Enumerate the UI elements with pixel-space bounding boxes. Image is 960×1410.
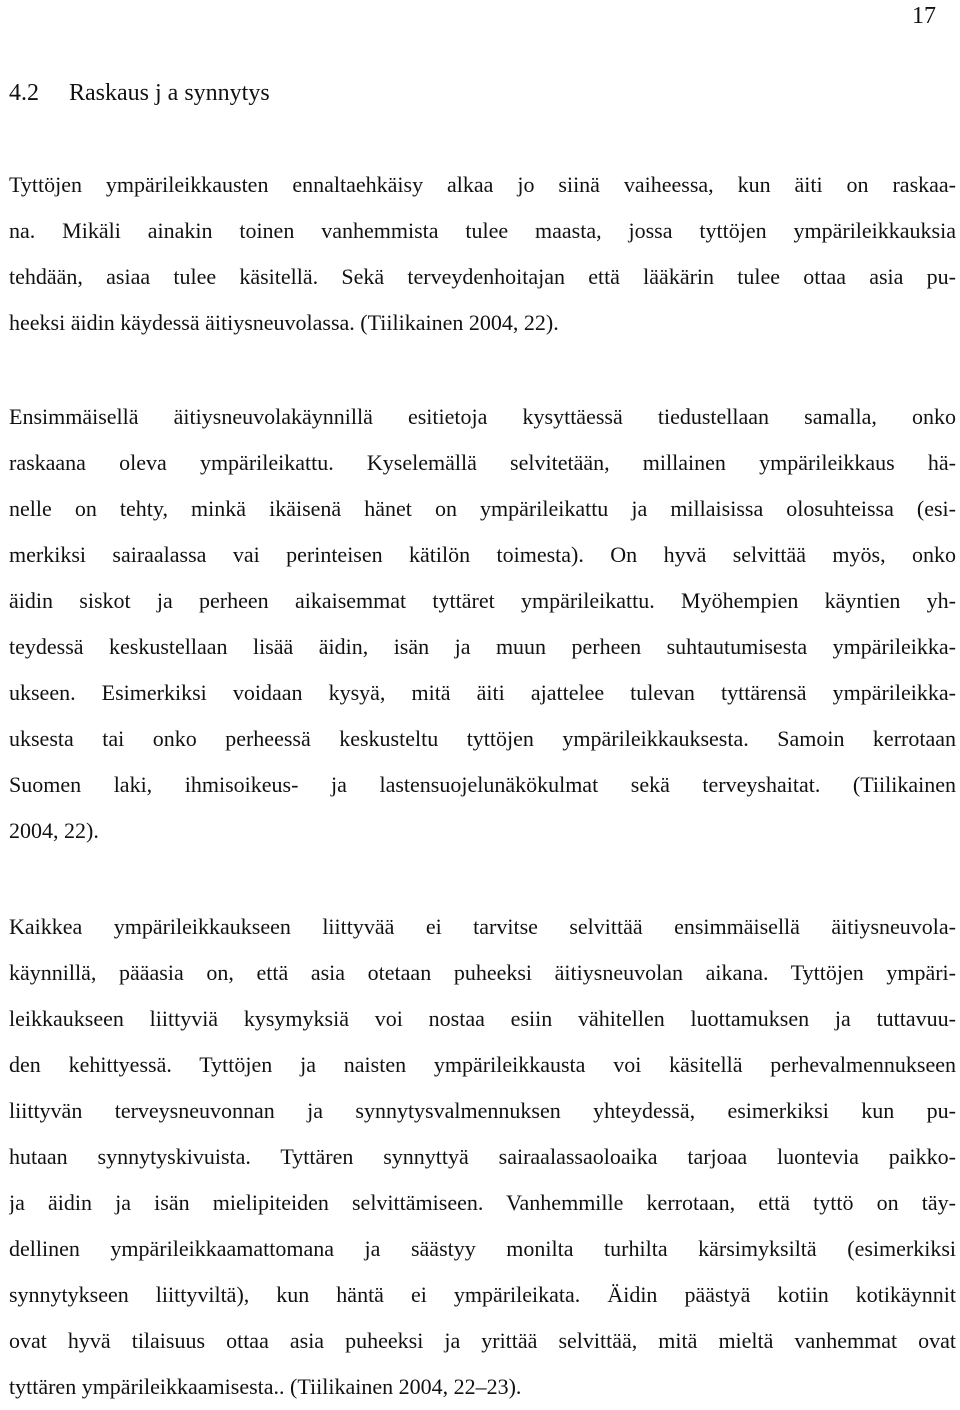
paragraph-1 xyxy=(9,162,956,346)
paragraph-line: na. Mikäli ainakin toinen vanhemmista tulee maasta, jossa tyttöjen ympärileikkauksia xyxy=(9,218,956,243)
paragraph-2 xyxy=(9,394,956,854)
page-number: 17 xyxy=(912,3,936,29)
paragraph-line: Kaikkea ympärileikkaukseen liittyvää ei tarvitse selvittää ensimmäisellä äitiysneuvola- xyxy=(9,914,956,939)
section-title: Raskaus j a synnytys xyxy=(69,80,270,106)
paragraph-line: heeksi äidin käydessä äitiysneuvolassa. (Tiilikainen 2004, 22). xyxy=(9,310,559,335)
paragraph-line: tyttären ympärileikkaamisesta.. (Tiilikainen 2004, 22–23). xyxy=(9,1374,522,1399)
paragraph-3 xyxy=(9,904,956,1410)
paragraph-line: ja äidin ja isän mielipiteiden selvittämiseen. Vanhemmille kerrotaan, että tyttö on täy- xyxy=(9,1190,956,1215)
paragraph-line: leikkaukseen liittyviä kysymyksiä voi nostaa esiin vähitellen luottamuksen ja tuttavuu- xyxy=(9,1006,956,1031)
paragraph-line: uksesta tai onko perheessä keskusteltu tyttöjen ympärileikkauksesta. Samoin kerrotaan xyxy=(9,726,956,751)
paragraph-line: nelle on tehty, minkä ikäisenä hänet on ympärileikattu ja millaisissa olosuhteissa (esi- xyxy=(9,496,956,521)
paragraph-line: synnytykseen liittyviltä), kun häntä ei ympärileikata. Äidin päästyä kotiin kotikäynnit xyxy=(9,1282,956,1307)
paragraph-line: raskaana oleva ympärileikattu. Kyselemällä selvitetään, millainen ympärileikkaus hä- xyxy=(9,450,956,475)
paragraph-line: den kehittyessä. Tyttöjen ja naisten ympärileikkausta voi käsitellä perhevalmennukseen xyxy=(9,1052,956,1077)
paragraph-line: teydessä keskustellaan lisää äidin, isän ja muun perheen suhtautumisesta ympärileikka- xyxy=(9,634,956,659)
paragraph-line: tehdään, asiaa tulee käsitellä. Sekä terveydenhoitajan että lääkärin tulee ottaa asia pu- xyxy=(9,264,956,289)
paragraph-line: käynnillä, pääasia on, että asia otetaan puheeksi äitiysneuvolan aikana. Tyttöjen ympäri- xyxy=(9,960,956,985)
paragraph-line: dellinen ympärileikkaamattomana ja säästyy monilta turhilta kärsimyksiltä (esimerkiksi xyxy=(9,1236,956,1261)
paragraph-line: Ensimmäisellä äitiysneuvolakäynnillä esitietoja kysyttäessä tiedustellaan samalla, onko xyxy=(9,404,956,429)
paragraph-line: Suomen laki, ihmisoikeus- ja lastensuojelunäkökulmat sekä terveyshaitat. (Tiilikainen xyxy=(9,772,956,797)
section-number: 4.2 xyxy=(9,80,39,106)
paragraph-line: äidin siskot ja perheen aikaisemmat tyttäret ympärileikattu. Myöhempien käyntien yh- xyxy=(9,588,956,613)
paragraph-line: Tyttöjen ympärileikkausten ennaltaehkäisy alkaa jo siinä vaiheessa, kun äiti on raskaa- xyxy=(9,172,956,197)
paragraph-line: 2004, 22). xyxy=(9,818,99,843)
paragraph-line: liittyvän terveysneuvonnan ja synnytysvalmennuksen yhteydessä, esimerkiksi kun pu- xyxy=(9,1098,956,1123)
paragraph-line: ukseen. Esimerkiksi voidaan kysyä, mitä äiti ajattelee tulevan tyttärensä ympärileikka- xyxy=(9,680,956,705)
paragraph-line: merkiksi sairaalassa vai perinteisen kätilön toimesta). On hyvä selvittää myös, onko xyxy=(9,542,956,567)
section-heading xyxy=(9,78,270,108)
paragraph-line: ovat hyvä tilaisuus ottaa asia puheeksi ja yrittää selvittää, mitä mieltä vanhemmat ovat xyxy=(9,1328,956,1353)
paragraph-line: hutaan synnytyskivuista. Tyttären synnyttyä sairaalassaoloaika tarjoaa luontevia paikko- xyxy=(9,1144,956,1169)
